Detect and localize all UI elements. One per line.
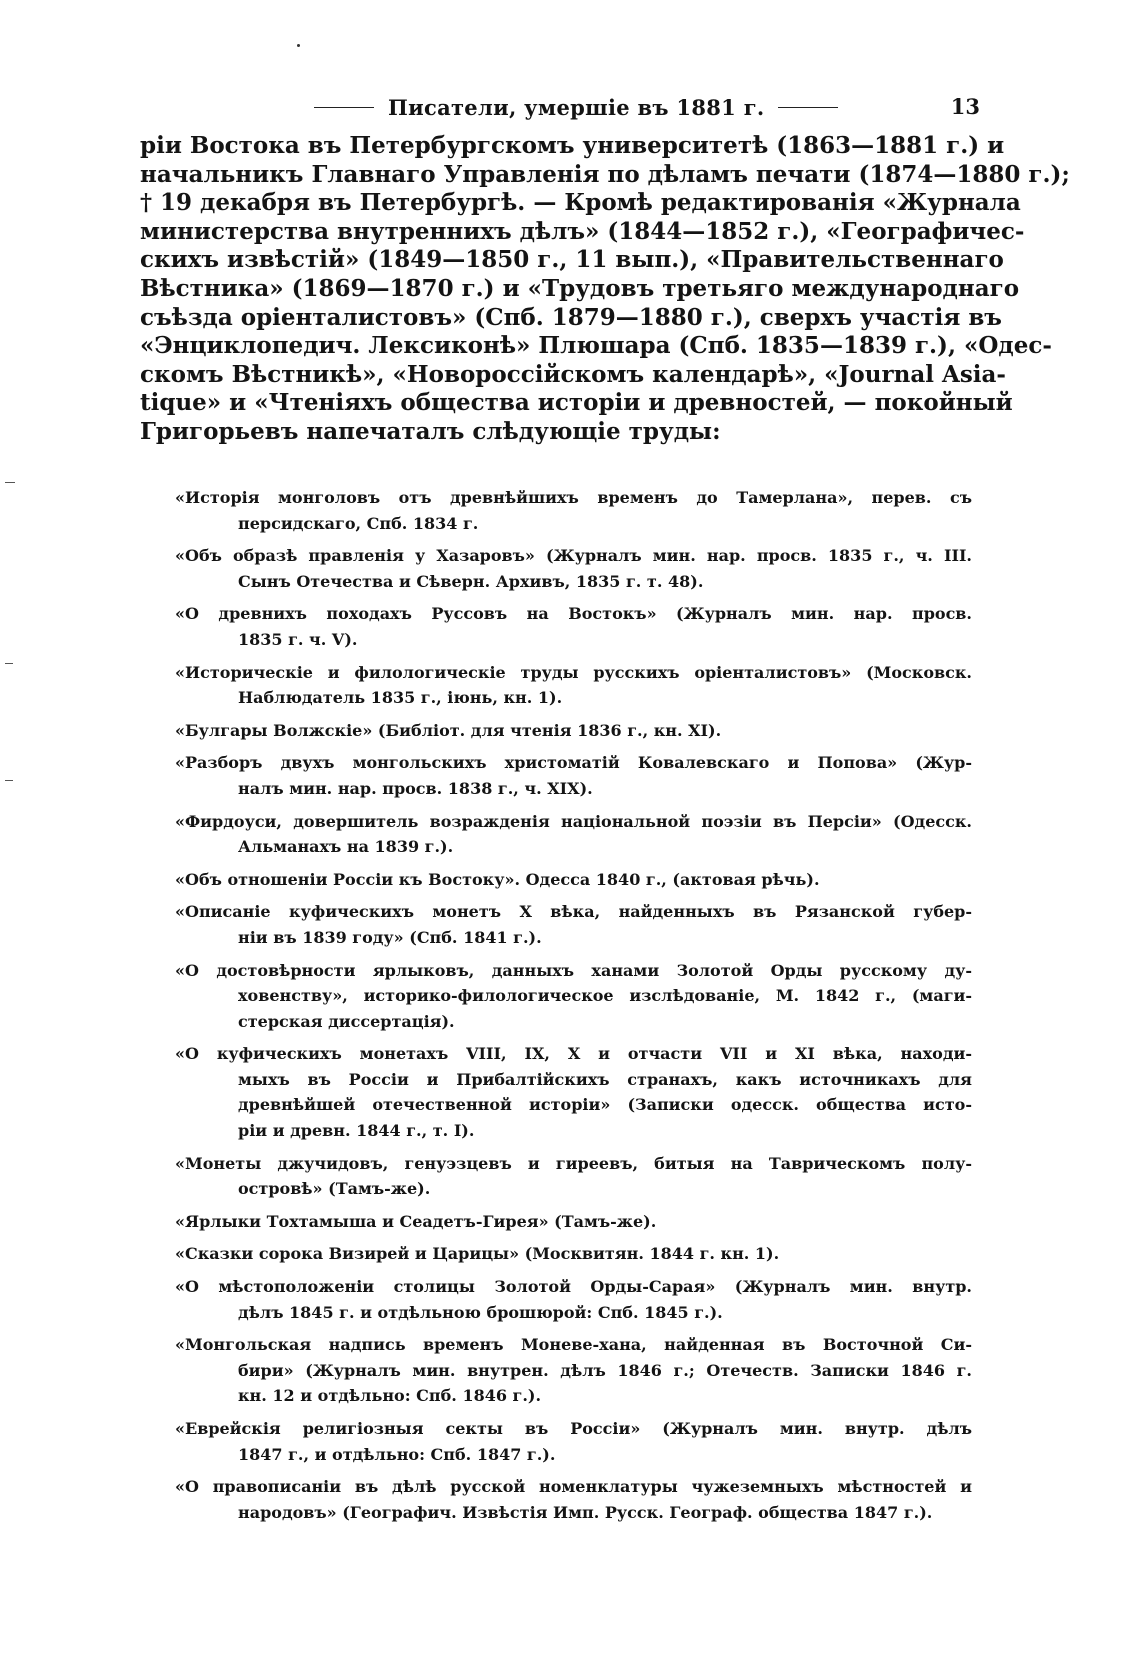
bibliography-entry [175, 1474, 972, 1525]
bibliography-entry-line: «Фирдоуси, довершитель возражденія національной поэзіи въ Персіи» (Одесск. [175, 811, 972, 831]
intro-line: министерства внутреннихъ дѣлъ» (1844—1852 г.), «Географичес- [140, 217, 1025, 245]
bibliography-entry-line: мыхъ въ Россіи и Прибалтійскихъ странахъ, какъ источникахъ для [238, 1069, 972, 1089]
bibliography-entry [175, 958, 972, 1035]
bibliography-entry-line: древнѣйшей отечественной исторіи» (Записки одесск. общества исто- [238, 1095, 972, 1115]
header-rule-left [314, 107, 374, 108]
bibliography-entry-line: «Объ образѣ правленія у Хазаровъ» (Журналъ мин. нар. просв. 1835 г., ч. III. [175, 546, 972, 566]
bibliography-entry-line: кн. 12 и отдѣльно: Спб. 1846 г.). [238, 1386, 542, 1406]
bibliography-entry [175, 1274, 972, 1325]
bibliography-entry [175, 1151, 972, 1202]
running-header-title: Писатели, умершіе въ 1881 г. [388, 94, 765, 120]
bibliography-entry-line: островѣ» (Тамъ-же). [238, 1179, 431, 1199]
bibliography-entry-line: бири» (Журналъ мин. внутрен. дѣлъ 1846 г.; Отечеств. Записки 1846 г. [238, 1360, 972, 1380]
intro-line: Григорьевъ напечаталъ слѣдующіе труды: [140, 417, 721, 445]
margin-dash [5, 482, 15, 483]
bibliography-entry-line: «О мѣстоположеніи столицы Золотой Орды-Сарая» (Журналъ мин. внутр. [175, 1277, 972, 1297]
bibliography-entry-line: «Исторія монголовъ отъ древнѣйшихъ временъ до Тамерлана», перев. съ [175, 488, 972, 507]
bibliography-entry-line: налъ мин. нар. просв. 1838 г., ч. XIX). [238, 778, 593, 798]
bibliography-entry-line: ховенству», историко-филологическое изслѣдованіе, М. 1842 г., (маги- [238, 986, 972, 1006]
bibliography-entry [175, 543, 972, 594]
bibliography-entry-line: «О древнихъ походахъ Руссовъ на Востокъ» (Журналъ мин. нар. просв. [175, 604, 972, 624]
bibliography-entry-line: Наблюдатель 1835 г., іюнь, кн. 1). [238, 688, 563, 708]
bibliography-entry-line: «Сказки сорока Визирей и Царицы» (Москвитян. 1844 г. кн. 1). [175, 1244, 780, 1264]
bibliography-entry [175, 1416, 972, 1467]
bibliography-entry-line: стерская диссертація). [238, 1011, 455, 1031]
works-list [175, 485, 972, 1532]
intro-line: tique» и «Чтеніяхъ общества исторіи и древностей, — покойный [140, 389, 1013, 417]
bibliography-entry [175, 601, 972, 652]
bibliography-entry [175, 867, 972, 893]
bibliography-entry-line: народовъ» (Географич. Извѣстія Имп. Русск. Географ. общества 1847 г.). [238, 1502, 933, 1522]
bibliography-entry-line: 1835 г. ч. V). [238, 629, 358, 649]
bibliography-entry [175, 485, 972, 536]
bibliography-entry-line: ріи и древн. 1844 г., т. I). [238, 1121, 475, 1141]
bibliography-entry-line: дѣлъ 1845 г. и отдѣльною брошюрой: Спб. 1845 г.). [238, 1302, 723, 1322]
bibliography-entry [175, 899, 972, 950]
bibliography-entry-line: «Булгары Волжскіе» (Библіот. для чтенія 1836 г., кн. XI). [175, 720, 722, 740]
header-rule-right [778, 107, 838, 108]
intro-paragraph [140, 132, 1070, 447]
bibliography-entry [175, 1041, 972, 1143]
bibliography-entry [175, 718, 972, 744]
bibliography-entry-line: Сынъ Отечества и Сѣверн. Архивъ, 1835 г. т. 48). [238, 571, 704, 591]
intro-line: съѣзда оріенталистовъ» (Спб. 1879—1880 г.), сверхъ участія въ [140, 303, 1002, 331]
intro-line: † 19 декабря въ Петербургѣ. — Кромѣ редактированія «Журнала [140, 189, 1021, 217]
bibliography-entry-line: «Историческіе и филологическіе труды русскихъ оріенталистовъ» (Московск. [175, 662, 972, 682]
running-header [300, 92, 980, 122]
bibliography-entry-line: персидскаго, Спб. 1834 г. [238, 513, 479, 533]
intro-line: «Энциклопедич. Лексиконѣ» Плюшара (Спб. 1835—1839 г.), «Одес- [140, 332, 1052, 360]
bibliography-entry-line: «Монеты джучидовъ, генуэзцевъ и гиреевъ, битыя на Таврическомъ полу- [175, 1153, 972, 1173]
bibliography-entry-line: Альманахъ на 1839 г.). [238, 837, 454, 857]
bibliography-entry-line: 1847 г., и отдѣльно: Спб. 1847 г.). [238, 1444, 556, 1464]
intro-line: скихъ извѣстій» (1849—1850 г., 11 вып.), «Правительственнаго [140, 246, 1004, 274]
bibliography-entry-line: «О куфическихъ монетахъ VIII, IX, X и отчасти VII и XI вѣка, находи- [175, 1044, 972, 1064]
intro-line: начальникъ Главнаго Управленія по дѣламъ печати (1874—1880 г.); [140, 160, 1070, 188]
bibliography-entry-line: «Монгольская надпись временъ Моневе-хана, найденная въ Восточной Си- [175, 1335, 972, 1355]
bibliography-entry [175, 660, 972, 711]
bibliography-entry-line: «Ярлыки Тохтамыша и Сеадетъ-Гирея» (Тамъ-же). [175, 1211, 657, 1231]
bibliography-entry [175, 750, 972, 801]
bibliography-entry-line: «О достовѣрности ярлыковъ, данныхъ ханами Золотой Орды русскому ду- [175, 960, 972, 980]
bibliography-entry-line: «Описаніе куфическихъ монетъ X вѣка, найденныхъ въ Рязанской губер- [175, 902, 972, 922]
margin-dash [5, 663, 13, 664]
page-number: 13 [950, 94, 980, 119]
bibliography-entry-line: ніи въ 1839 году» (Спб. 1841 г.). [238, 927, 542, 947]
bibliography-entry-line: «Разборъ двухъ монгольскихъ христоматій Ковалевскаго и Попова» (Жур- [175, 753, 972, 773]
intro-line: скомъ Вѣстникѣ», «Новороссійскомъ календарѣ», «Journal Asia- [140, 360, 1006, 388]
intro-line: ріи Востока въ Петербургскомъ университетѣ (1863—1881 г.) и [140, 132, 1005, 159]
bibliography-entry [175, 1332, 972, 1409]
intro-line: Вѣстника» (1869—1870 г.) и «Трудовъ третьяго международнаго [140, 274, 1020, 302]
margin-dash [5, 780, 13, 781]
bibliography-entry [175, 1241, 972, 1267]
print-speck [297, 44, 300, 47]
bibliography-entry-line: «Объ отношеніи Россіи къ Востоку». Одесса 1840 г., (актовая рѣчь). [175, 869, 820, 889]
bibliography-entry-line: «О правописаніи въ дѣлѣ русской номенклатуры чужеземныхъ мѣстностей и [175, 1477, 972, 1497]
bibliography-entry-line: «Еврейскія религіозныя секты въ Россіи» (Журналъ мин. внутр. дѣлъ [175, 1419, 972, 1438]
bibliography-entry [175, 1209, 972, 1235]
bibliography-entry [175, 809, 972, 860]
